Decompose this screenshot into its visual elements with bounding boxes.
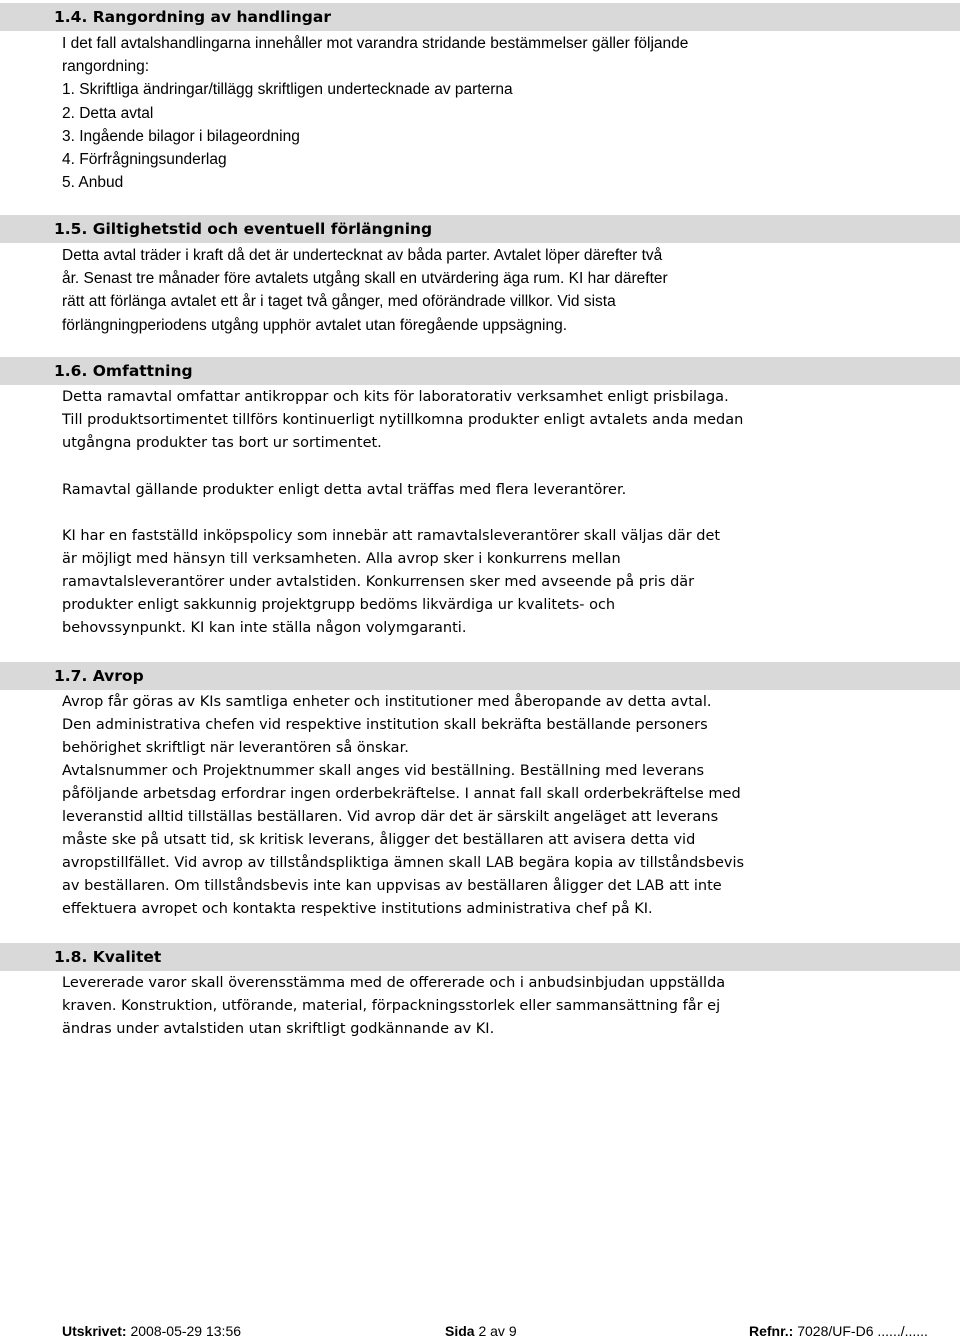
heading-1-8: 1.8. Kvalitet	[54, 948, 162, 966]
footer-printed-value: 2008-05-29 13:56	[130, 1323, 242, 1339]
text-line: Levererade varor skall överensstämma med de offererade och i anbudsinbjudan uppställda	[62, 975, 726, 991]
text-line: leveranstid alltid tillställas beställaren. Vid avrop där det är särskilt angeläget att leverans	[62, 809, 719, 825]
footer-printed	[62, 1323, 241, 1339]
footer-ref-label: Refnr.:	[749, 1323, 794, 1339]
text-line: måste ske på utsatt tid, sk kritisk leverans, åligger det beställaren att avisera detta vid	[62, 832, 696, 848]
text-line: Detta ramavtal omfattar antikroppar och kits för laboratorativ verksamhet enligt prisbilaga.	[62, 389, 729, 405]
text-line: effektuera avropet och kontakta respektive institutions administrativa chef på KI.	[62, 901, 653, 917]
text-line: år. Senast tre månader före avtalets utgång skall en utvärdering äga rum. KI har därefter	[62, 270, 668, 288]
heading-1-4: 1.4. Rangordning av handlingar	[54, 8, 331, 26]
text-line: kraven. Konstruktion, utförande, material, förpackningsstorlek eller sammansättning får ej	[62, 998, 721, 1014]
text-line: Till produktsortimentet tillförs kontinuerligt nytillkomna produkter enligt avtalets anda medan	[62, 412, 744, 428]
text-line: ramavtalsleverantörer under avtalstiden. Konkurrensen sker med avseende på pris där	[62, 574, 695, 590]
footer-page-label: Sida	[445, 1323, 475, 1339]
text-line: KI har en fastställd inköpspolicy som innebär att ramavtalsleverantörer skall väljas där det	[62, 528, 721, 544]
section-body-1-8	[62, 972, 725, 1041]
list-item: 3. Ingående bilagor i bilageordning	[62, 127, 300, 145]
text-line: Den administrativa chefen vid respektive institution skall bekräfta beställande personers	[62, 717, 708, 733]
text-line: rätt att förlänga avtalet ett år i taget två gånger, med oförändrade villkor. Vid sista	[62, 293, 616, 311]
page-footer	[0, 1323, 960, 1339]
heading-1-7: 1.7. Avrop	[54, 667, 144, 685]
heading-1-5: 1.5. Giltighetstid och eventuell förlängning	[54, 220, 433, 238]
text-line: rangordning:	[62, 58, 150, 76]
section-body-1-6-para-1	[62, 386, 743, 455]
footer-ref	[749, 1323, 928, 1339]
text-line: I det fall avtalshandlingarna innehåller mot varandra stridande bestämmelser gäller följande	[62, 35, 689, 52]
section-body-1-5	[62, 244, 668, 337]
text-line: avropstillfället. Vid avrop av tillståndspliktiga ämnen skall LAB begära kopia av tillståndsbevis	[62, 855, 745, 871]
footer-ref-value: 7028/UF-D6 ....../......	[797, 1323, 928, 1339]
text-line: Detta avtal träder i kraft då det är undertecknat av båda parter. Avtalet löper därefter två	[62, 247, 663, 264]
text-line: ändras under avtalstiden utan skriftligt godkännande av KI.	[62, 1021, 495, 1037]
footer-printed-label: Utskrivet:	[62, 1323, 127, 1339]
text-line: produkter enligt sakkunnig projektgrupp bedöms likvärdiga ur kvalitets- och	[62, 597, 616, 613]
list-item: 1. Skriftliga ändringar/tillägg skriftligen undertecknade av parterna	[62, 81, 513, 99]
section-bar-1-7	[0, 662, 960, 690]
section-body-1-7	[62, 691, 744, 921]
footer-page	[445, 1323, 517, 1339]
text-line: påföljande arbetsdag erfordrar ingen orderbekräftelse. I annat fall skall orderbekräftelse med	[62, 786, 741, 802]
text-line: behörighet skriftligt när leverantören så önskar.	[62, 740, 409, 756]
text-line: utgångna produkter tas bort ur sortimentet.	[62, 435, 382, 451]
section-body-1-6-para-2	[62, 479, 626, 502]
heading-1-6: 1.6. Omfattning	[54, 362, 193, 380]
list-item: 2. Detta avtal	[62, 104, 154, 122]
list-item: 4. Förfrågningsunderlag	[62, 151, 227, 169]
text-line: Avrop får göras av KIs samtliga enheter och institutioner med åberopande av detta avtal.	[62, 694, 712, 710]
text-line: Ramavtal gällande produkter enligt detta avtal träffas med flera leverantörer.	[62, 482, 627, 498]
text-line: förlängningperiodens utgång upphör avtalet utan föregående uppsägning.	[62, 316, 568, 334]
section-body-1-4	[62, 32, 688, 194]
footer-page-value: 2 av 9	[478, 1323, 517, 1339]
text-line: Avtalsnummer och Projektnummer skall anges vid beställning. Beställning med leverans	[62, 763, 705, 779]
text-line: behovssynpunkt. KI kan inte ställa någon volymgaranti.	[62, 620, 467, 636]
text-line: av beställaren. Om tillståndsbevis inte kan uppvisas av beställaren åligger det LAB att inte	[62, 878, 722, 894]
text-line: är möjligt med hänsyn till verksamheten. Alla avrop sker i konkurrens mellan	[62, 551, 621, 567]
section-body-1-6-para-3	[62, 525, 720, 640]
list-item: 5. Anbud	[62, 174, 124, 192]
